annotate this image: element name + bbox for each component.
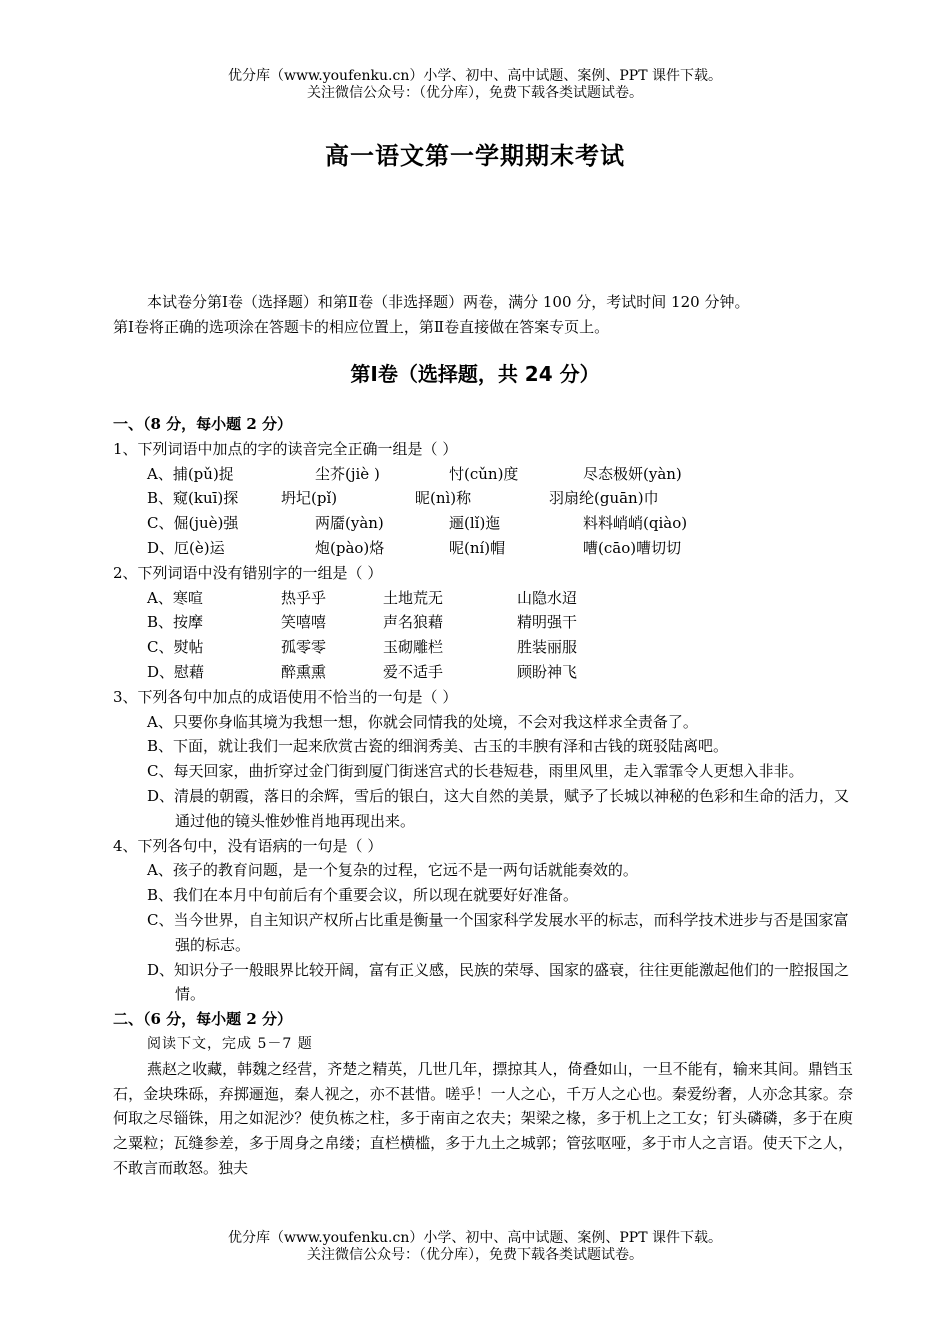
q2-option-d <box>113 660 853 685</box>
page-footer <box>0 1230 950 1264</box>
q1-a-word-4: 尽态极妍(yàn) <box>583 464 682 483</box>
q2-a-word-4: 山隐水迢 <box>517 588 578 607</box>
q2-c-word-2: 孤零零 <box>281 638 327 657</box>
q2-b-word-1: B、按摩 <box>147 613 204 632</box>
q4-option-b <box>113 883 853 908</box>
q2-b-word-3: 声名狼藉 <box>383 613 444 632</box>
q1-c-word-3: 逦(lǐ)迤 <box>449 514 501 533</box>
q1-b-word-4: 羽扇纶(guān)巾 <box>549 489 659 508</box>
q1-b-word-3: 昵(nì)称 <box>415 489 472 508</box>
q3-option-b <box>113 734 853 759</box>
q2-a-word-2: 热乎乎 <box>281 588 327 607</box>
q4-a-label: A、 <box>147 861 173 880</box>
q3-a-label: A、 <box>147 712 173 731</box>
q1-option-b <box>113 486 853 511</box>
q2-d-word-4: 顾盼神飞 <box>517 662 578 681</box>
q4-b-text: 我们在本月中旬前后有个重要会议，所以现在就要好好准备。 <box>173 886 579 905</box>
section-1-heading: 一、（8 分，每小题 2 分） <box>113 415 293 433</box>
q1-d-word-3: 呢(ní)帽 <box>449 538 506 557</box>
q2-c-word-1: C、熨帖 <box>147 638 204 657</box>
q1-c-word-1: C、倔(juè)强 <box>147 514 239 533</box>
q3-d-text: 清晨的朝霞，落日的余辉，雪后的银白，这大自然的美景，赋予了长城以神秘的色彩和生命的活力，又通过他的镜头惟妙惟肖地再现出来。 <box>174 786 850 830</box>
q2-c-word-4: 胜装丽服 <box>517 638 578 657</box>
volume-title: 第Ⅰ卷（选择题，共 24 分） <box>350 362 600 386</box>
q4-d-label: D、 <box>147 960 175 979</box>
q4-c-label: C、 <box>147 910 174 929</box>
page-header <box>0 68 950 102</box>
q3-option-a <box>113 710 853 735</box>
q1-c-word-4: 料料峭峭(qiào) <box>583 514 688 533</box>
q1-d-word-1: D、厄(è)运 <box>147 538 225 557</box>
q3-b-text: 下面，就让我们一起来欣赏古瓷的细润秀美、古玉的丰腴有泽和古钱的斑驳陆离吧。 <box>173 737 729 756</box>
q2-d-word-2: 醉熏熏 <box>281 662 327 681</box>
q1-d-word-2: 炮(pào)烙 <box>315 538 385 557</box>
question-4-stem: 4、下列各句中，没有语病的一句是（ ） <box>113 836 383 855</box>
q4-option-c <box>113 908 853 958</box>
q1-a-word-2: 尘芥(jiè ) <box>315 464 380 483</box>
q4-c-text: 当今世界，自主知识产权所占比重是衡量一个国家科学发展水平的标志，而科学技术进步与否是国家富强的标志。 <box>173 910 849 954</box>
q3-option-c <box>113 759 853 784</box>
q3-d-label: D、 <box>147 786 175 805</box>
q1-a-word-1: A、捕(pǔ)捉 <box>147 464 234 483</box>
q3-c-text: 每天回家，曲折穿过金门街到厦门街迷宫式的长巷短巷，雨里风里，走入霏霏令人更想入非非。 <box>173 762 804 781</box>
q3-option-d <box>113 784 853 834</box>
q2-c-word-3: 玉砌雕栏 <box>383 638 444 657</box>
q2-option-a <box>113 586 853 611</box>
q1-option-c <box>113 511 853 536</box>
footer-line-1: 优分库（www.youfenku.cn）小学、初中、高中试题、案例、PPT 课件下载。 <box>227 1230 722 1246</box>
q1-option-d <box>113 536 853 561</box>
section-2-heading: 二、（6 分，每小题 2 分） <box>113 1010 293 1029</box>
q1-b-word-1: B、窥(kuī)探 <box>147 489 239 508</box>
q2-b-word-4: 精明强干 <box>517 613 578 632</box>
q3-b-label: B、 <box>147 737 174 756</box>
q1-c-word-2: 两靥(yàn) <box>315 514 384 533</box>
q1-a-word-3: 忖(cǔn)度 <box>449 464 519 483</box>
q2-d-word-1: D、慰藉 <box>147 662 205 681</box>
q2-a-word-1: A、寒喧 <box>147 588 203 607</box>
intro-line-2: 第Ⅰ卷将正确的选项涂在答题卡的相应位置上，第Ⅱ卷直接做在答案专页上。 <box>113 318 610 336</box>
q4-option-a <box>113 858 853 883</box>
question-1-stem: 1、下列词语中加点的字的读音完全正确一组是（ ） <box>113 439 458 458</box>
exam-intro <box>113 290 853 340</box>
footer-line-2: 关注微信公众号：（优分库），免费下载各类试题试卷。 <box>307 1247 643 1263</box>
q3-c-label: C、 <box>147 762 174 781</box>
q2-option-b <box>113 610 853 635</box>
reading-instruction: 阅读下文，完成 5－7 题 <box>147 1035 313 1052</box>
q4-option-d <box>113 958 853 1008</box>
question-2-stem: 2、下列词语中没有错别字的一组是（ ） <box>113 563 383 582</box>
reading-passage: 燕赵之收藏，韩魏之经营，齐楚之精英，几世几年，摽掠其人，倚叠如山，一旦不能有，输来其间。鼎铛玉石，金块珠砾，弃掷逦迤，秦人视之，亦不甚惜。嗟乎！一人之心，千万人之心也。秦爱纷奢，人亦念其家。奈何取之尽锱铢，用之如泥沙？使负栋之柱，多于南亩之农夫；架梁之椽，多于机上之工女；钉头磷磷，多于在庾之粟粒；瓦缝参差，多于周身之帛缕；直栏横槛，多于九土之城郭；管弦呕哑，多于市人之言语。使天下之人，不敢言而敢怒。独夫 <box>113 1059 853 1177</box>
header-line-2: 关注微信公众号：（优分库），免费下载各类试题试卷。 <box>307 85 643 101</box>
q1-option-a <box>113 462 853 487</box>
q4-b-label: B、 <box>147 886 174 905</box>
q3-a-text: 只要你身临其境为我想一想，你就会同情我的处境，不会对我这样求全责备了。 <box>172 712 698 731</box>
q1-b-word-2: 坍圮(pǐ) <box>281 489 338 508</box>
header-line-1: 优分库（www.youfenku.cn）小学、初中、高中试题、案例、PPT 课件下载。 <box>227 68 722 84</box>
question-3-stem: 3、下列各句中加点的成语使用不恰当的一句是（ ） <box>113 687 458 706</box>
q4-d-text: 知识分子一般眼界比较开阔，富有正义感，民族的荣辱、国家的盛衰，往往更能激起他们的一腔报国之情。 <box>174 960 850 1004</box>
q1-d-word-4: 嘈(cāo)嘈切切 <box>583 538 682 557</box>
q4-a-text: 孩子的教育问题，是一个复杂的过程，它远不是一两句话就能奏效的。 <box>172 861 638 880</box>
q2-d-word-3: 爱不适手 <box>383 662 444 681</box>
q2-a-word-3: 土地荒无 <box>383 588 444 607</box>
q2-option-c <box>113 635 853 660</box>
exam-body <box>113 412 853 1181</box>
exam-title: 高一语文第一学期期末考试 <box>325 142 625 170</box>
intro-line-1: 本试卷分第Ⅰ卷（选择题）和第Ⅱ卷（非选择题）两卷，满分 100 分，考试时间 120 分钟。 <box>147 293 750 311</box>
q2-b-word-2: 笑嘻嘻 <box>281 613 327 632</box>
